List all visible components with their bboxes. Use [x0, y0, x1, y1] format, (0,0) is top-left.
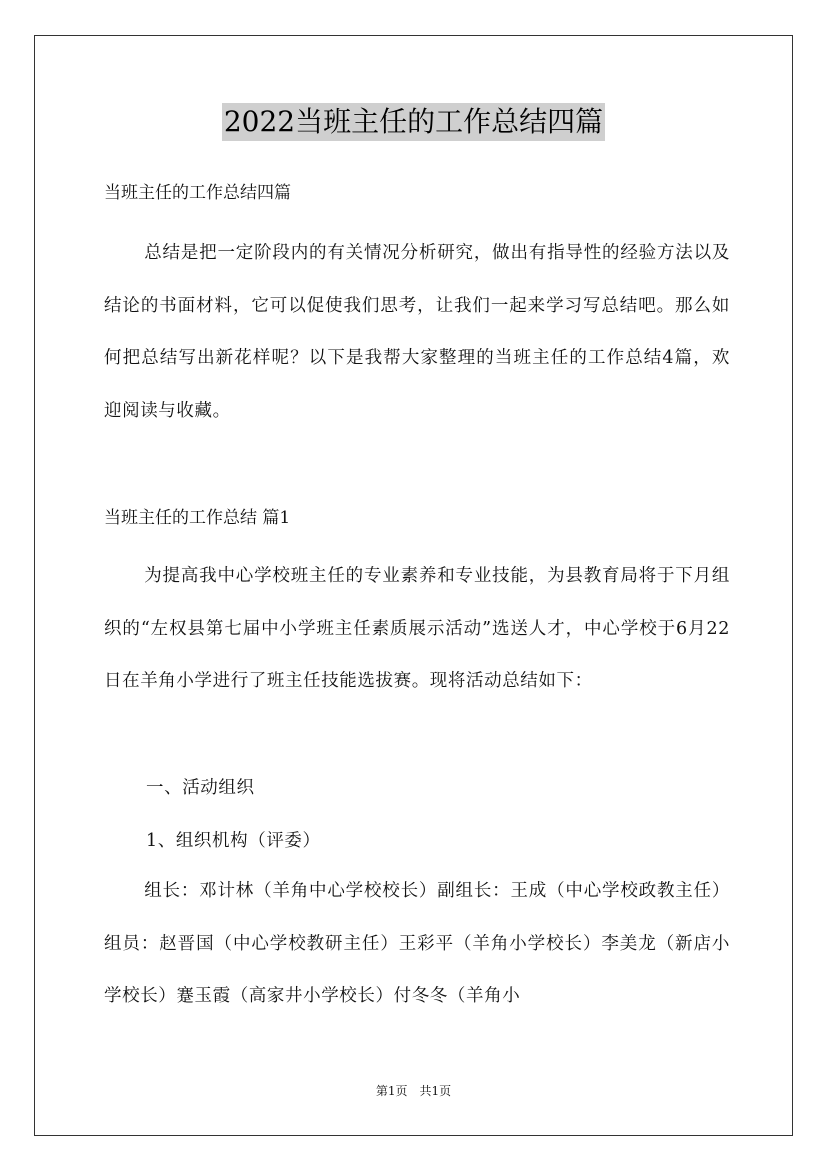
body-paragraph: 为提高我中心学校班主任的专业素养和专业技能，为县教育局将于下月组织的“左权县第七届中小学班主任素质展示活动”选送人才，中心学校于6月22日在羊角小学进行了班主任技能选拔赛。现将活动总结如下： [104, 566, 730, 691]
section-heading: 当班主任的工作总结 篇1 [104, 508, 291, 528]
page-footer: 第1页 共1页 [375, 1084, 452, 1098]
document-title: 2022当班主任的工作总结四篇 [222, 103, 605, 141]
document-subheading: 当班主任的工作总结四篇 [104, 183, 291, 203]
organization-structure-heading: 1、组织机构（评委） [146, 831, 321, 851]
activity-organization-heading: 一、活动组织 [146, 778, 255, 798]
title-container [0, 103, 827, 141]
intro-paragraph: 总结是把一定阶段内的有关情况分析研究，做出有指导性的经验方法以及结论的书面材料，它可以促使我们思考，让我们一起来学习写总结吧。那么如何把总结写出新花样呢？以下是我帮大家整理的当班主任的工作总结4篇，欢迎阅读与收藏。 [104, 243, 730, 421]
members-paragraph: 组长：邓计林（羊角中心学校校长）副组长：王成（中心学校政教主任）组员：赵晋国（中心学校教研主任）王彩平（羊角小学校长）李美龙（新店小学校长）蹇玉霞（高家井小学校长）付冬冬（羊角小 [104, 881, 730, 1006]
